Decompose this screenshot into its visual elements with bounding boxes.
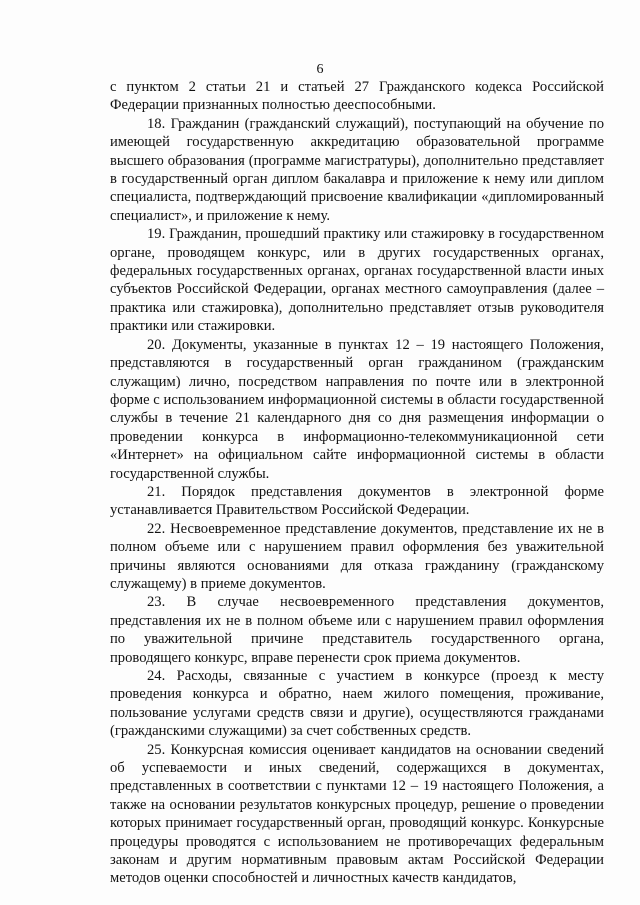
document-body	[110, 78, 604, 888]
paragraph-22: 22. Несвоевременное представление документов, представление их не в полном объеме или с нарушением правил оформления без уважительной причины являются основаниями для отказа гражданину (гражданскому служащему) в приеме документов.	[110, 520, 604, 592]
paragraph-23: 23. В случае несвоевременного представления документов, представления их не в полном объеме или с нарушением правил оформления по уважительной причине представитель государственного органа, проводящего конкурс, вправе перенести срок приема документов.	[110, 594, 604, 666]
paragraph-24: 24. Расходы, связанные с участием в конкурсе (проезд к месту проведения конкурса и обратно, наем жилого помещения, проживание, пользование услугами средств связи и другие), осуществляются гражданами (гражданскими служащими) за счет собственных средств.	[110, 668, 604, 740]
paragraph-continuation: с пунктом 2 статьи 21 и статьей 27 Гражданского кодекса Российской Федерации признанных полностью дееспособными.	[110, 79, 604, 114]
paragraph-25: 25. Конкурсная комиссия оценивает кандидатов на основании сведений об успеваемости и иных сведений, содержащихся в документах, представленных в соответствии с пунктами 12 – 19 настоящего Положения, а также на основании результатов конкурсных процедур, решение о проведении которых принимает государственный орган, проводящий конкурс. Конкурсные процедуры проводятся с использованием не противоречащих федеральным законам и другим нормативным правовым актам Российской Федерации методов оценки способностей и личностных качеств кандидатов,	[110, 741, 604, 887]
paragraph-18: 18. Гражданин (гражданский служащий), поступающий на обучение по имеющей государственную аккредитацию образовательной программе высшего образования (программе магистратуры), дополнительно представляет в государственный орган диплом бакалавра и приложение к нему или диплом специалиста, подтверждающий присвоение квалификации «дипломированный специалист», и приложение к нему.	[110, 115, 604, 224]
paragraph-21: 21. Порядок представления документов в электронной форме устанавливается Правительством Российской Федерации.	[110, 483, 604, 519]
page-number: 6	[316, 62, 324, 77]
paragraph-20: 20. Документы, указанные в пунктах 12 – 19 настоящего Положения, представляются в государственный орган гражданином (гражданским служащим) лично, посредством направления по почте или в электронной форме с использованием информационной системы в области государственной службы в течение 21 календарного дня со дня размещения информации о проведении конкурса в информационно-телекоммуникационной сети «Интернет» на официальном сайте информационной системы в области государственной службы.	[110, 336, 604, 482]
paragraph-19: 19. Гражданин, прошедший практику или стажировку в государственном органе, проводящем конкурс, или в других государственных органах, федеральных государственных органах, органах государственной власти иных субъектов Российской Федерации, органах местного самоуправления (далее – практика или стажировка), дополнительно представляет отзыв руководителя практики или стажировки.	[110, 226, 604, 335]
